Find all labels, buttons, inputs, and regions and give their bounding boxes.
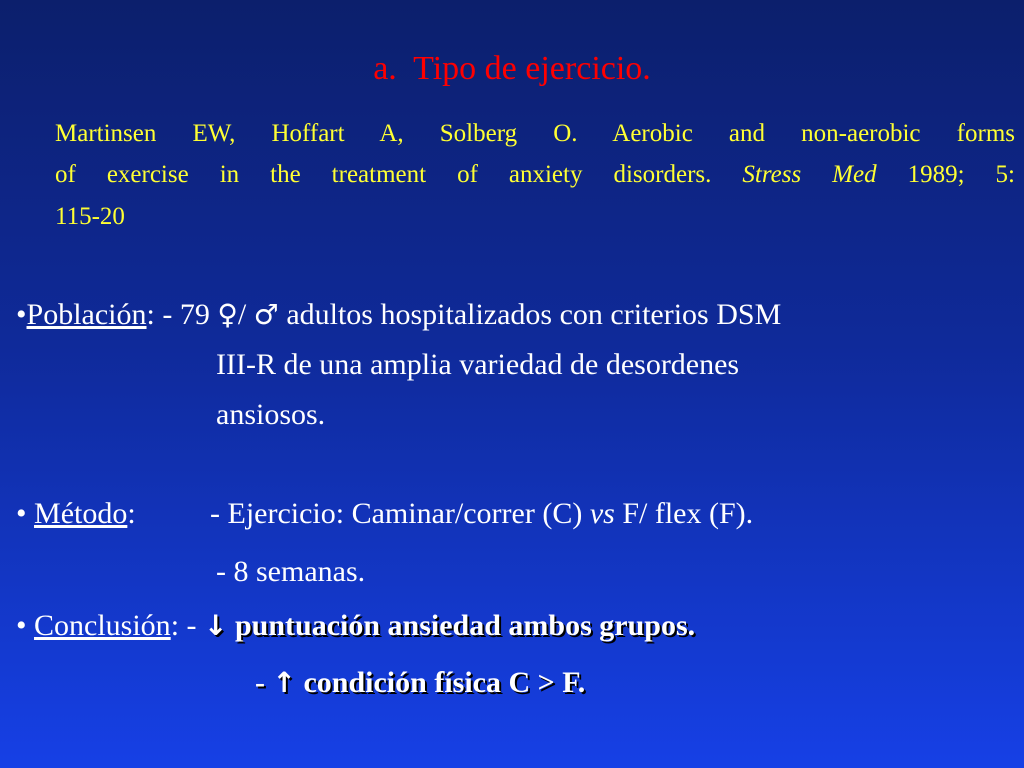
citation-text: of exercise in the treatment of anxiety disorders. <box>55 161 743 188</box>
conclusion-line-1 <box>16 609 695 643</box>
conclusion-line-2 <box>255 666 585 700</box>
conclusion-text-1: puntuación ansiedad ambos grupos. <box>227 609 696 642</box>
male-symbol: ♂ <box>253 298 279 331</box>
conclusion-dash: - <box>255 666 273 699</box>
metodo-line-2: - 8 semanas. <box>216 555 366 588</box>
conclusion-text-2: condición física C > F. <box>295 666 586 699</box>
slide-title: a. Tipo de ejercicio. <box>373 50 651 87</box>
bullet: • <box>16 298 27 331</box>
vs-text: vs <box>589 497 615 530</box>
metodo-label: Método <box>34 497 128 530</box>
journal-name: Stress Med <box>742 161 877 188</box>
metodo-text-end: F/ flex (F). <box>614 497 754 530</box>
citation-line-1: Martinsen EW, Hoffart A, Solberg O. Aerobic and non-aerobic forms <box>55 120 1015 147</box>
citation-line-3: 115-20 <box>55 203 125 230</box>
metodo-text: - Ejercicio: Caminar/correr (C) <box>210 497 590 530</box>
arrow-up-icon: ↑ <box>272 666 296 699</box>
bullet: • <box>16 497 35 530</box>
poblacion-line-3: ansiosos. <box>216 398 326 431</box>
poblacion-text: adultos hospitalizados con criterios DSM <box>278 298 782 331</box>
conclusion-label: Conclusión <box>34 609 171 642</box>
metodo-line-1 <box>16 497 136 531</box>
citation-year: 1989; 5: <box>876 161 1015 188</box>
bullet: • <box>16 609 35 642</box>
poblacion-sep: : - 79 <box>146 298 218 331</box>
poblacion-label: Población <box>26 298 147 331</box>
poblacion-line-1 <box>16 298 781 332</box>
conclusion-sep: : - <box>170 609 205 642</box>
arrow-down-icon: ↓ <box>204 609 228 642</box>
metodo-text-1 <box>210 497 753 531</box>
citation-line-2 <box>55 161 1015 189</box>
slash: / <box>237 298 254 331</box>
female-symbol: ♀ <box>217 298 238 331</box>
metodo-colon: : <box>127 497 136 530</box>
poblacion-line-2: III-R de una amplia variedad de desordenes <box>216 348 740 381</box>
